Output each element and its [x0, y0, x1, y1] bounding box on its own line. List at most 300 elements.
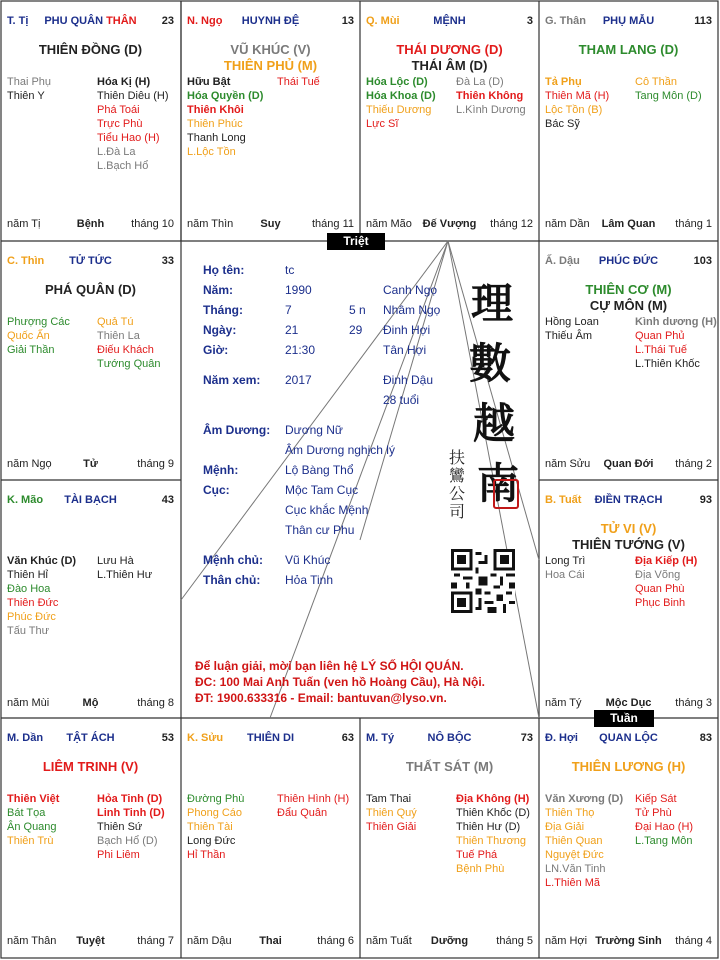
minor-stars [366, 792, 535, 902]
cuc-label: Cục: [203, 483, 230, 497]
main-star: LIÊM TRINH (V) [42, 759, 139, 774]
minor-stars-right [97, 75, 169, 173]
minor-star: Tấu Thư [7, 625, 50, 637]
day-can: Đinh Hợi [383, 323, 431, 337]
minor-star: Thiên Quý [366, 807, 417, 819]
minor-stars-left [366, 75, 436, 131]
palace-title: TÀI BẠCH [64, 494, 117, 506]
minor-star: Trực Phù [97, 118, 143, 130]
palace-month: tháng 9 [137, 458, 174, 470]
minor-star: LN.Văn Tinh [545, 863, 606, 875]
palace-footer [187, 218, 354, 232]
decade-number: 13 [341, 15, 354, 27]
palace-year: năm Ngọ [7, 458, 52, 470]
earthly-branch: T. Tị [7, 15, 29, 27]
minor-star: Tả Phụ [545, 76, 582, 88]
menhchu-label: Mệnh chủ: [203, 553, 263, 567]
minor-star: Quan Phù [635, 583, 685, 595]
minor-stars-right [277, 75, 320, 89]
minor-stars [545, 792, 714, 902]
palace-cell [1, 718, 180, 956]
palace-cell [360, 1, 539, 239]
palace-year: năm Sửu [545, 458, 591, 470]
minor-star: Quan Phủ [635, 330, 685, 342]
main-star: THIÊN TƯỚNG (V) [572, 537, 685, 552]
minor-star: Tiểu Hao (H) [97, 132, 160, 144]
minor-stars-right [97, 315, 161, 371]
minor-star: Thiên Quan [545, 835, 603, 847]
palace-footer [545, 935, 712, 949]
minor-star: Lộc Tồn (B) [545, 104, 603, 116]
earthly-branch: B. Tuất [545, 494, 582, 506]
hour-value: 21:30 [285, 343, 316, 357]
minor-star: Thiên Diêu (H) [97, 90, 169, 102]
minor-star: Đà La (D) [456, 76, 504, 88]
minor-star: Đại Hao (H) [635, 821, 694, 833]
minor-star: L.Đà La [97, 146, 136, 158]
day-label: Ngày: [203, 323, 237, 337]
palace-footer [545, 458, 712, 472]
view-year-label: Năm xem: [203, 373, 261, 387]
decade-number: 53 [161, 732, 174, 744]
minor-star: L.Kình Dương [456, 104, 526, 116]
minor-star: Thiếu Dương [366, 104, 432, 116]
menh-label: Mệnh: [203, 463, 239, 477]
cuc-value: Mộc Tam Cục [285, 483, 359, 497]
minor-stars-left [7, 792, 59, 848]
minor-star: Đường Phù [187, 793, 245, 805]
minor-stars-left [7, 554, 76, 638]
minor-star: Thiên Khốc (D) [456, 807, 530, 819]
main-stars [5, 282, 176, 298]
palace-cell [1, 1, 180, 239]
palace-year: năm Hợi [545, 935, 588, 947]
view-year-can: Đinh Dậu [383, 373, 434, 387]
main-star: THÁI DƯƠNG (D) [396, 42, 503, 57]
palace-header [545, 15, 712, 29]
palace-header [187, 15, 354, 29]
palace-cell [1, 480, 180, 718]
minor-star: Địa Kiếp (H) [635, 555, 698, 567]
minor-star: L.Thiên Mã [545, 877, 601, 889]
minor-stars [545, 554, 714, 664]
name-label: Họ tên: [203, 263, 245, 277]
minor-star: L.Thái Tuế [635, 344, 687, 356]
minor-star: Giải Thần [7, 344, 55, 356]
palace-month: tháng 12 [490, 218, 533, 230]
amduong-value: Dương Nữ [285, 423, 343, 437]
earthly-branch: K. Mão [7, 494, 44, 506]
year-can: Canh Ngọ [383, 283, 438, 297]
contact-address: ĐC: 100 Mai Anh Tuấn (ven hồ Hoàng Cầu), Hà Nội. [195, 675, 486, 689]
palace-name [187, 15, 354, 27]
minor-star: Quả Tú [97, 316, 134, 328]
minor-stars [366, 75, 535, 185]
palace-footer [7, 935, 174, 949]
palace-year: năm Dậu [187, 935, 232, 947]
decade-number: 103 [693, 255, 712, 267]
palace-month: tháng 1 [675, 218, 712, 230]
palace-year: năm Tý [545, 697, 582, 709]
palace-title: PHU QUÂN [44, 15, 104, 27]
life-stage: Dưỡng [430, 935, 469, 947]
year-label: Năm: [203, 283, 234, 297]
main-stars [543, 759, 714, 775]
minor-star: Bạch Hổ (D) [97, 835, 158, 847]
palace-cell [539, 480, 718, 718]
main-stars [543, 521, 714, 553]
palace-year: năm Tị [7, 218, 41, 230]
palace-footer [187, 935, 354, 949]
minor-star: Ân Quang [7, 821, 57, 833]
minor-star: Phượng Các [7, 316, 70, 328]
palace-header [187, 732, 354, 746]
age-value: 28 tuổi [383, 393, 420, 407]
tuan-tag: Tuần [594, 710, 654, 727]
year-value: 1990 [285, 283, 312, 297]
minor-star: Thiên Hình (H) [277, 793, 350, 805]
minor-stars [545, 75, 714, 185]
menh-value: Lộ Bàng Thổ [285, 463, 354, 477]
minor-star: Tướng Quân [97, 358, 161, 370]
palace-month: tháng 10 [131, 218, 174, 230]
palace-cell [181, 718, 360, 956]
calligraphy-char-3: 越 [473, 399, 516, 448]
minor-star: Thiên Không [456, 90, 524, 102]
life-stage: Tuyệt [76, 935, 105, 947]
minor-star: Văn Khúc (D) [7, 555, 77, 567]
decade-number: 63 [341, 732, 354, 744]
calligraphy-char-4: 南 [477, 459, 520, 508]
palace-year: năm Mão [366, 218, 412, 230]
minor-star: Hữu Bật [187, 76, 231, 88]
palace-title: THIÊN DI [246, 732, 295, 744]
minor-stars [545, 315, 717, 425]
main-stars [364, 42, 535, 74]
triet-tag: Triệt [327, 233, 385, 250]
month-label: Tháng: [203, 303, 243, 317]
life-stage: Bệnh [76, 218, 105, 230]
hour-can: Tân Hợi [383, 343, 427, 357]
minor-star: Hỏa Tinh (D) [97, 793, 163, 805]
minor-star: Hóa Kị (H) [97, 76, 151, 88]
palace-title: TẬT ÁCH [66, 732, 115, 744]
calligraphy-small: 扶鸞公司 [449, 448, 466, 521]
palace-year: năm Mùi [7, 697, 50, 709]
earthly-branch: Đ. Hợi [545, 732, 578, 744]
minor-stars-right [635, 554, 697, 610]
minor-star: Thiên Trù [7, 835, 54, 847]
minor-star: Thiên Thương [456, 835, 527, 847]
minor-stars [7, 315, 176, 425]
palace-header [366, 15, 533, 29]
decade-number: 3 [526, 15, 533, 27]
decade-number: 33 [161, 255, 174, 267]
cuc-relation: Cục khắc Mệnh [285, 503, 369, 517]
main-star: TỬ VI (V) [600, 521, 657, 536]
palace-cell [539, 1, 718, 239]
minor-star: Long Trì [545, 555, 586, 567]
palace-month: tháng 6 [317, 935, 354, 947]
minor-stars-left [545, 792, 623, 890]
palace-title: TỬ TỨC [69, 255, 112, 267]
palace-footer [366, 935, 533, 949]
palace-footer [366, 218, 533, 232]
contact-line-1: Để luận giải, mời bạn liên hệ LÝ SỐ HỘI QUÁN. [195, 659, 464, 673]
minor-star: Địa Không (H) [456, 793, 530, 805]
palace-cell [181, 1, 360, 239]
decade-number: 113 [694, 15, 712, 27]
minor-star: Kình dương (H) [635, 316, 717, 328]
minor-star: Phúc Đức [7, 611, 56, 623]
minor-star: Địa Võng [635, 569, 681, 581]
minor-star: Thanh Long [187, 132, 246, 144]
palace-footer [545, 697, 712, 711]
than-cu: Thân cư Phu [285, 523, 355, 537]
minor-star: Điếu Khách [97, 344, 154, 356]
palace-footer [7, 697, 174, 711]
palace-month: tháng 11 [311, 218, 354, 230]
minor-star: Địa Giải [545, 821, 585, 833]
main-stars [543, 42, 714, 58]
minor-star: Thiếu Âm [545, 330, 593, 342]
amduong-label: Âm Dương: [203, 423, 271, 437]
minor-star: Thiên Tài [187, 821, 233, 833]
main-star: VŨ KHÚC (V) [230, 42, 311, 57]
minor-star: Hóa Lộc (D) [366, 76, 428, 88]
minor-star: Phong Cáo [187, 807, 243, 819]
minor-star: Đào Hoa [7, 583, 51, 595]
month-solar: 7 [285, 303, 292, 317]
than-marker: THÂN [106, 15, 137, 27]
minor-stars-right [277, 792, 349, 820]
day-lunar: 29 [349, 323, 363, 337]
minor-star: Thiên Mã (H) [545, 90, 610, 102]
earthly-branch: Q. Mùi [366, 15, 400, 27]
minor-star: Thiên Giải [366, 821, 417, 833]
palace-title: QUAN LỘC [599, 732, 658, 744]
palace-cell [539, 241, 718, 479]
palace-header [7, 494, 174, 508]
thanchu-value: Hỏa Tinh [285, 573, 334, 587]
minor-stars-left [545, 315, 599, 343]
life-stage: Suy [260, 218, 281, 230]
main-stars [543, 282, 714, 314]
main-stars [185, 42, 356, 74]
palace-footer [7, 458, 174, 472]
life-stage: Lâm Quan [601, 218, 656, 230]
minor-stars [187, 75, 356, 185]
contact-phone-email[interactable]: ĐT: 1900.633316 - Email: bantuvan@lyso.vn. [195, 691, 447, 705]
minor-stars-right [635, 75, 702, 103]
main-star: THIÊN PHỦ (M) [223, 58, 318, 73]
palace-name [366, 15, 533, 27]
minor-star: Bệnh Phù [456, 863, 505, 875]
main-star: THIÊN CƠ (M) [585, 282, 672, 297]
earthly-branch: K. Sửu [187, 732, 224, 744]
life-stage: Trường Sinh [595, 935, 662, 947]
life-stage: Quan Đới [603, 458, 654, 470]
palace-month: tháng 3 [675, 697, 712, 709]
minor-star: L.Lộc Tồn [187, 146, 236, 158]
name-value: tc [285, 263, 295, 277]
day-solar: 21 [285, 323, 299, 337]
palace-name [545, 494, 712, 506]
minor-star: Thiên Đức [7, 597, 59, 609]
palace-year: năm Tuất [366, 935, 412, 947]
main-star: CỰ MÔN (M) [589, 298, 668, 313]
minor-stars-right [97, 792, 165, 862]
minor-star: Phi Liêm [97, 849, 140, 861]
palace-name [7, 494, 174, 506]
minor-star: Thiên Y [7, 90, 45, 102]
minor-star: Hồng Loan [545, 316, 599, 328]
palace-cell [539, 718, 718, 956]
main-star: THIÊN LƯƠNG (H) [571, 759, 686, 774]
minor-star: Cô Thần [635, 76, 677, 88]
minor-star: Nguyệt Đức [545, 849, 604, 861]
palace-title: PHÚC ĐỨC [598, 255, 659, 267]
main-stars [364, 759, 535, 775]
decade-number: 43 [161, 494, 174, 506]
main-stars [5, 42, 176, 58]
minor-star: Thái Tuế [277, 76, 320, 88]
main-stars [5, 759, 176, 775]
minor-stars-right [456, 75, 526, 117]
palace-name [187, 732, 354, 744]
life-stage: Tử [83, 458, 98, 470]
main-star: THIÊN ĐỒNG (D) [38, 42, 143, 57]
palace-title: NÔ BỘC [427, 732, 472, 744]
minor-star: Hoa Cái [545, 569, 585, 581]
seal-stamp [493, 479, 519, 509]
life-stage: Đế Vượng [422, 218, 477, 230]
earthly-branch: N. Ngọ [187, 15, 223, 27]
minor-stars-right [456, 792, 530, 876]
minor-stars-left [7, 315, 70, 357]
minor-star: Đẩu Quân [277, 807, 328, 819]
minor-star: Kiếp Sát [635, 793, 677, 805]
minor-stars-left [366, 792, 417, 834]
minor-star: Lực Sĩ [366, 118, 399, 130]
palace-month: tháng 8 [137, 697, 174, 709]
minor-star: Văn Xương (D) [545, 793, 624, 805]
minor-star: Thiên La [97, 330, 140, 342]
minor-star: L.Bạch Hổ [97, 160, 149, 172]
main-star: THAM LANG (D) [578, 42, 679, 57]
palace-name [366, 732, 533, 744]
palace-name [545, 15, 712, 27]
menhchu-value: Vũ Khúc [285, 553, 331, 567]
decade-number: 23 [161, 15, 174, 27]
decade-number: 73 [520, 732, 533, 744]
minor-stars-left [545, 75, 609, 131]
minor-star: Bát Tọa [7, 807, 46, 819]
palace-footer [545, 218, 712, 232]
minor-star: Hóa Khoa (D) [366, 90, 436, 102]
minor-star: Thiên Hỉ [7, 569, 48, 581]
palace-month: tháng 4 [675, 935, 712, 947]
palace-header [366, 732, 533, 746]
month-can: Nhâm Ngọ [383, 303, 441, 317]
minor-star: Phục Binh [635, 597, 686, 609]
palace-title: MỆNH [433, 15, 466, 27]
palace-title: ĐIỀN TRẠCH [594, 494, 663, 506]
palace-header [7, 732, 174, 746]
earthly-branch: C. Thìn [7, 255, 45, 267]
life-stage: Mộ [82, 697, 99, 709]
palace-header [7, 255, 174, 269]
palace-year: năm Dần [545, 218, 590, 230]
hour-label: Giờ: [203, 343, 229, 357]
decade-number: 83 [699, 732, 712, 744]
minor-stars-left [545, 554, 585, 582]
palace-month: tháng 7 [137, 935, 174, 947]
palace-cell [1, 241, 180, 479]
minor-star: L.Tang Môn [635, 835, 693, 847]
palace-name [7, 15, 174, 27]
amduong-relation: Âm Dương nghịch lý [285, 443, 395, 457]
palace-cell [360, 718, 539, 956]
palace-header [545, 494, 712, 508]
minor-star: Phá Toái [97, 104, 140, 116]
earthly-branch: M. Dần [7, 732, 44, 744]
decade-number: 93 [699, 494, 712, 506]
minor-star: Thiên Việt [7, 793, 60, 805]
earthly-branch: G. Thân [545, 15, 586, 27]
minor-stars-left [187, 792, 244, 862]
minor-star: L.Thiên Hư [97, 569, 153, 581]
palace-year: năm Thân [7, 935, 57, 947]
palace-header [545, 732, 712, 746]
minor-star: Thiên Hư (D) [456, 821, 521, 833]
minor-star: Lưu Hà [97, 555, 134, 567]
earthly-branch: Ấ. Dậu [545, 255, 580, 267]
minor-star: Long Đức [187, 835, 236, 847]
calligraphy-char-2: 數 [469, 339, 512, 388]
main-star: THẤT SÁT (M) [405, 759, 494, 774]
palace-month: tháng 5 [496, 935, 533, 947]
palace-footer [7, 218, 174, 232]
minor-star: Thiên Phúc [187, 118, 243, 130]
minor-star: Tuế Phá [456, 849, 498, 861]
palace-name [545, 255, 712, 267]
minor-stars [7, 75, 176, 185]
minor-star: Thiên Thọ [545, 807, 595, 819]
minor-star: Thai Phụ [7, 76, 52, 88]
minor-star: Hỉ Thần [187, 849, 226, 861]
minor-stars [7, 554, 176, 664]
palace-name [545, 732, 712, 744]
minor-stars-right [97, 554, 152, 582]
minor-star: Bác Sỹ [545, 118, 580, 130]
palace-title: PHỤ MẪU [602, 15, 655, 27]
palace-month: tháng 2 [675, 458, 712, 470]
minor-stars-left [7, 75, 51, 103]
center-info [181, 241, 539, 718]
minor-star: Tang Môn (D) [635, 90, 702, 102]
palace-header [7, 15, 174, 29]
minor-stars [187, 792, 356, 902]
minor-star: Thiên Khôi [187, 104, 244, 116]
minor-star: Linh Tinh (D) [97, 807, 165, 819]
life-stage: Mộc Dục [605, 697, 652, 709]
minor-star: Tử Phù [635, 807, 672, 819]
earthly-branch: M. Tý [366, 732, 395, 744]
palace-name [7, 732, 174, 744]
minor-star: Tam Thai [366, 793, 412, 805]
main-star: THÁI ÂM (D) [411, 58, 488, 73]
